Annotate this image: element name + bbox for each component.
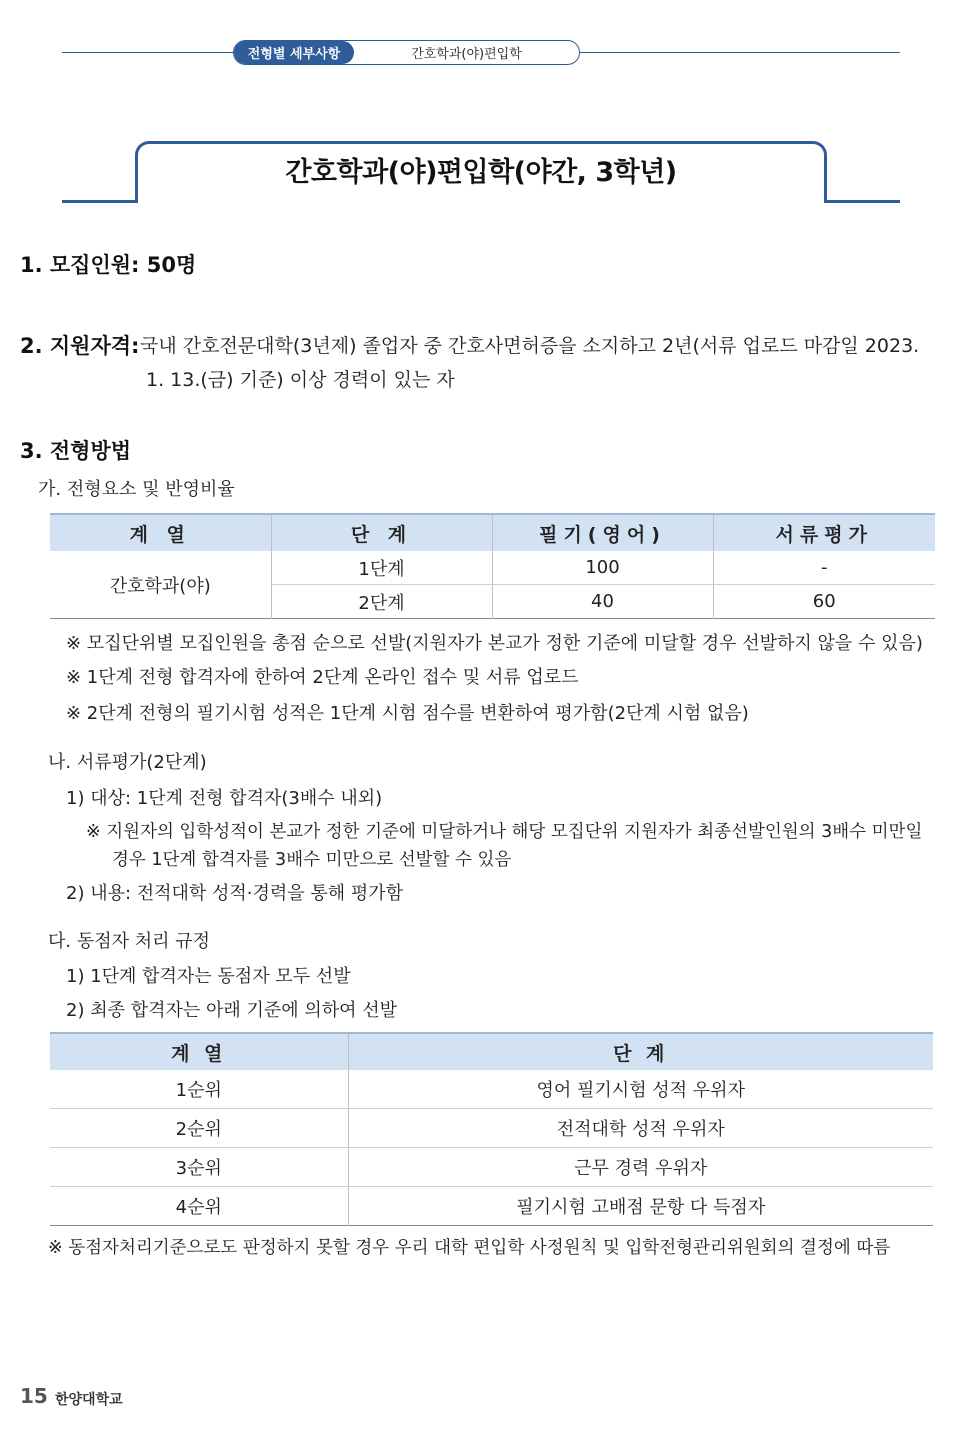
da-item-2: 2) 최종 합격자는 아래 기준에 의하여 선발 (66, 1000, 398, 1021)
section-recruitment (20, 249, 196, 279)
th-criteria: 단 계 (348, 1033, 933, 1070)
header-tab-section: 전형별 세부사항 (234, 41, 354, 64)
section-recruitment-label: 1. 모집인원: (20, 253, 140, 277)
title-rule-left (62, 200, 138, 203)
th-dept: 계 열 (50, 514, 271, 551)
subsection-ga: 가. 전형요소 및 반영비율 (38, 479, 235, 500)
header-rule-left (62, 52, 237, 53)
na-note-line-1: ※ 지원자의 입학성적이 본교가 정한 기준에 미달하거나 해당 모집단위 지원자가 최종선발인원의 3배수 미만일 (86, 822, 923, 842)
eligibility-line-1: 국내 간호전문대학(3년제) 졸업자 중 간호사면허증을 소지하고 2년(서류 업로드 마감일 2023. (140, 335, 920, 357)
table-row (50, 1109, 933, 1148)
da-item-1: 1) 1단계 합격자는 동점자 모두 선발 (66, 966, 351, 987)
university-name: 한양대학교 (55, 1392, 123, 1408)
section-method-label: 3. 전형방법 (20, 439, 132, 463)
header-tab (233, 40, 580, 65)
eligibility-line-2: 1. 13.(금) 기준) 이상 경력이 있는 자 (146, 369, 455, 391)
cell-written: 40 (492, 585, 713, 619)
header-rule-right (578, 52, 900, 53)
cell-rank: 1순위 (50, 1070, 348, 1109)
table-row (50, 1070, 933, 1109)
table-header-row (50, 514, 935, 551)
cell-criteria: 근무 경력 우위자 (348, 1148, 933, 1187)
note-2: ※ 1단계 전형 합격자에 한하여 2단계 온라인 접수 및 서류 업로드 (66, 667, 579, 688)
th-document: 서류평가 (713, 514, 935, 551)
tiebreak-table (50, 1032, 933, 1226)
cell-dept: 간호학과(야) (109, 575, 211, 597)
cell-doc: 60 (713, 585, 935, 619)
th-rank: 계 열 (50, 1033, 348, 1070)
table-row (50, 1148, 933, 1187)
na-item-2: 2) 내용: 전적대학 성적·경력을 통해 평가함 (66, 883, 404, 904)
title-rule-right (824, 200, 900, 203)
cell-criteria: 전적대학 성적 우위자 (348, 1109, 933, 1148)
section-recruitment-value: 50명 (146, 253, 197, 277)
na-item-1: 1) 대상: 1단계 전형 합격자(3배수 내외) (66, 788, 383, 809)
final-note: ※ 동점자처리기준으로도 판정하지 못할 경우 우리 대학 편입학 사정원칙 및 입학전형관리위원회의 결정에 따름 (48, 1238, 891, 1258)
table-header-row (50, 1033, 933, 1070)
page-number: 15 (20, 1384, 48, 1408)
cell-rank: 4순위 (175, 1197, 222, 1218)
cell-doc: - (713, 551, 935, 585)
subsection-da: 다. 동점자 처리 규정 (48, 931, 210, 952)
subsection-na: 나. 서류평가(2단계) (48, 752, 207, 773)
cell-rank: 2순위 (50, 1109, 348, 1148)
cell-rank: 3순위 (50, 1148, 348, 1187)
section-eligibility-label: 2. 지원자격: (20, 334, 140, 358)
table-row (50, 1187, 933, 1226)
page-title: 간호학과(야)편입학(야간, 3학년) (285, 157, 677, 188)
note-3: ※ 2단계 전형의 필기시험 성적은 1단계 시험 점수를 변환하여 평가함(2단계 시험 없음) (66, 703, 749, 724)
cell-criteria: 영어 필기시험 성적 우위자 (348, 1070, 933, 1109)
th-written: 필기(영어) (492, 514, 713, 551)
cell-stage: 1단계 (271, 551, 492, 585)
table-row (50, 551, 935, 585)
note-1: ※ 모집단위별 모집인원을 총점 순으로 선발(지원자가 본교가 정한 기준에 미달할 경우 선발하지 않을 수 있음) (66, 633, 923, 654)
th-stage: 단 계 (271, 514, 492, 551)
header-tab-program: 간호학과(야)편입학 (411, 47, 522, 62)
ratio-table (50, 513, 935, 619)
cell-stage: 2단계 (271, 585, 492, 619)
cell-written: 100 (492, 551, 713, 585)
cell-criteria: 필기시험 고배점 문항 다 득점자 (348, 1187, 933, 1226)
na-note-line-2: 경우 1단계 합격자를 3배수 미만으로 선발할 수 있음 (112, 850, 512, 870)
